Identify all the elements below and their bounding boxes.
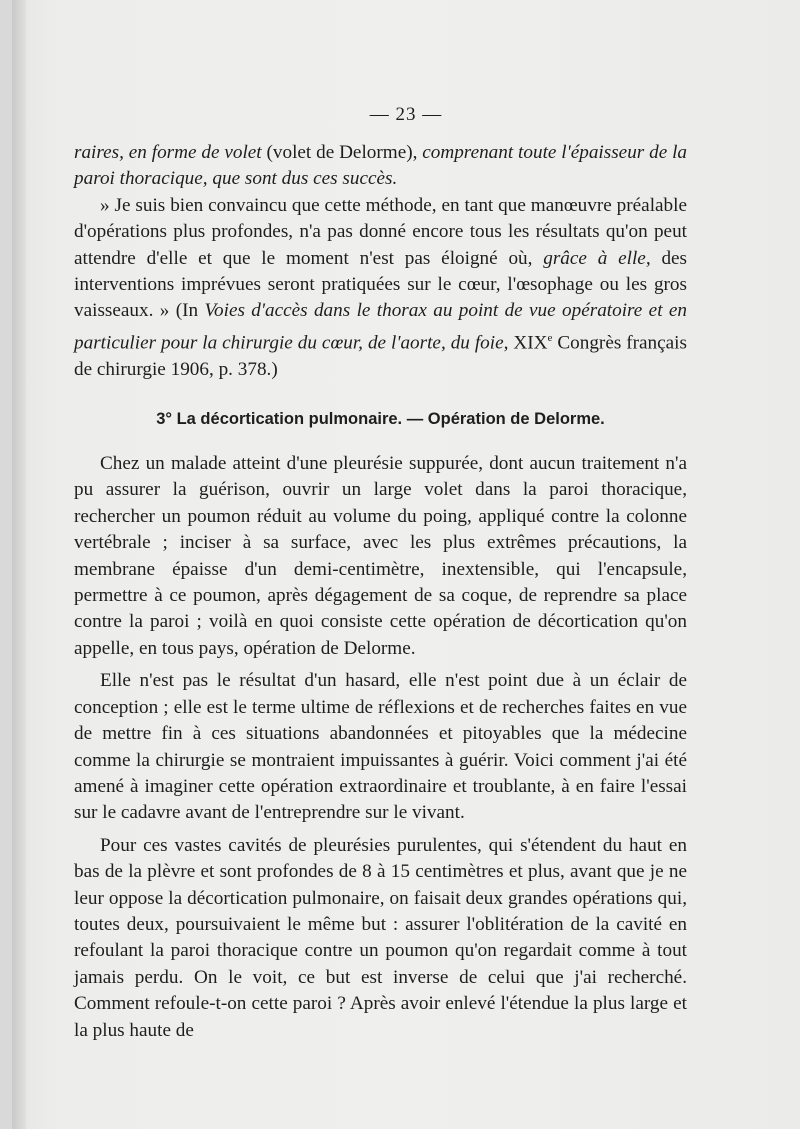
quote-italic-b: comprenant toute l'épaisseur de la paroi thoracique, que sont dus ces succès. (74, 142, 688, 190)
quote-text-b: des interventions imprévues seront pratiquées sur le cœur, l'œsophage ou les gros vaisseaux. » (In (74, 247, 688, 322)
section-heading: 3° La décortication pulmonaire. — Opération de Delorme. (156, 410, 605, 429)
page (12, 0, 800, 1129)
quote-italic-grace: grâce à elle, (543, 247, 651, 269)
quote-text-a: » Je suis bien convaincu que cette méthode, en tant que manœuvre préalable d'opérations plus profondes, n'a pas donné encore tous les résultats qu'on peut attendre d'elle et que le moment n'est pas éloigné où, (74, 194, 687, 269)
quote-text-c: XIX (508, 332, 548, 354)
quote-superscript: e (547, 331, 553, 344)
quote-italic-a: raires, en forme de volet (74, 142, 262, 163)
quote-text-d: Congrès français de chirurgie 1906, p. 378.) (74, 332, 687, 380)
body-paragraph-2: Elle n'est pas le résultat d'un hasard, elle n'est point due à un éclair de conception ; elle est le terme ultime de réflexions et de recherches faites en vue de mettre fin à ces situations abandonnées et pitoyables que la médecine comme la chirurgie se montraient impuissantes à guérir. Voici comment j'ai été amené à imaginer cette opération extraordinaire et troublante, à en faire l'essai sur le cadavre avant de l'entreprendre sur le vivant. (74, 670, 687, 824)
quote-paragraph-2 (74, 193, 687, 383)
quote-plain-a: (volet de Delorme), (261, 142, 423, 163)
page-binding-shadow (12, 0, 26, 1129)
quote-reference-title: Voies d'accès dans le thorax au point de vue opératoire et en particulier pour la chirurgie du cœur, de l'aorte, du foie, (74, 300, 687, 354)
body-paragraph-3: Pour ces vastes cavités de pleurésies purulentes, qui s'étendent du haut en bas de la plèvre et sont profondes de 8 à 15 centimètres et plus, avant que je ne leur oppose la décortication pulmonaire, on faisait deux grandes opérations qui, toutes deux, poursuivaient le même but : assurer l'oblitération de la cavité en refoulant la paroi thoracique contre un poumon qu'on regardait comme à tout jamais perdu. On le voit, ce but est inverse de celui que j'ai recherché. Comment refoule-t-on cette paroi ? Après avoir enlevé l'étendue la plus large et la plus haute de (74, 834, 687, 1041)
page-body (74, 140, 687, 1044)
body-paragraph-1: Chez un malade atteint d'une pleurésie suppurée, dont aucun traitement n'a pu assurer la guérison, ouvrir un large volet dans la paroi thoracique, rechercher un poumon réduit au volume du poing, appliqué contre la colonne vertébrale ; inciser à sa surface, avec les plus extrêmes précautions, la membrane épaisse d'un demi-centimètre, inextensible, qui l'encapsule, permettre à ce poumon, après dégagement de sa coque, de reprendre sa place contre la paroi ; voilà en quoi consiste cette opération de décortication qu'on appelle, en tous pays, opération de Delorme. (74, 453, 687, 659)
quote-paragraph-1 (74, 140, 687, 193)
page-number: — 23 — (369, 104, 443, 125)
